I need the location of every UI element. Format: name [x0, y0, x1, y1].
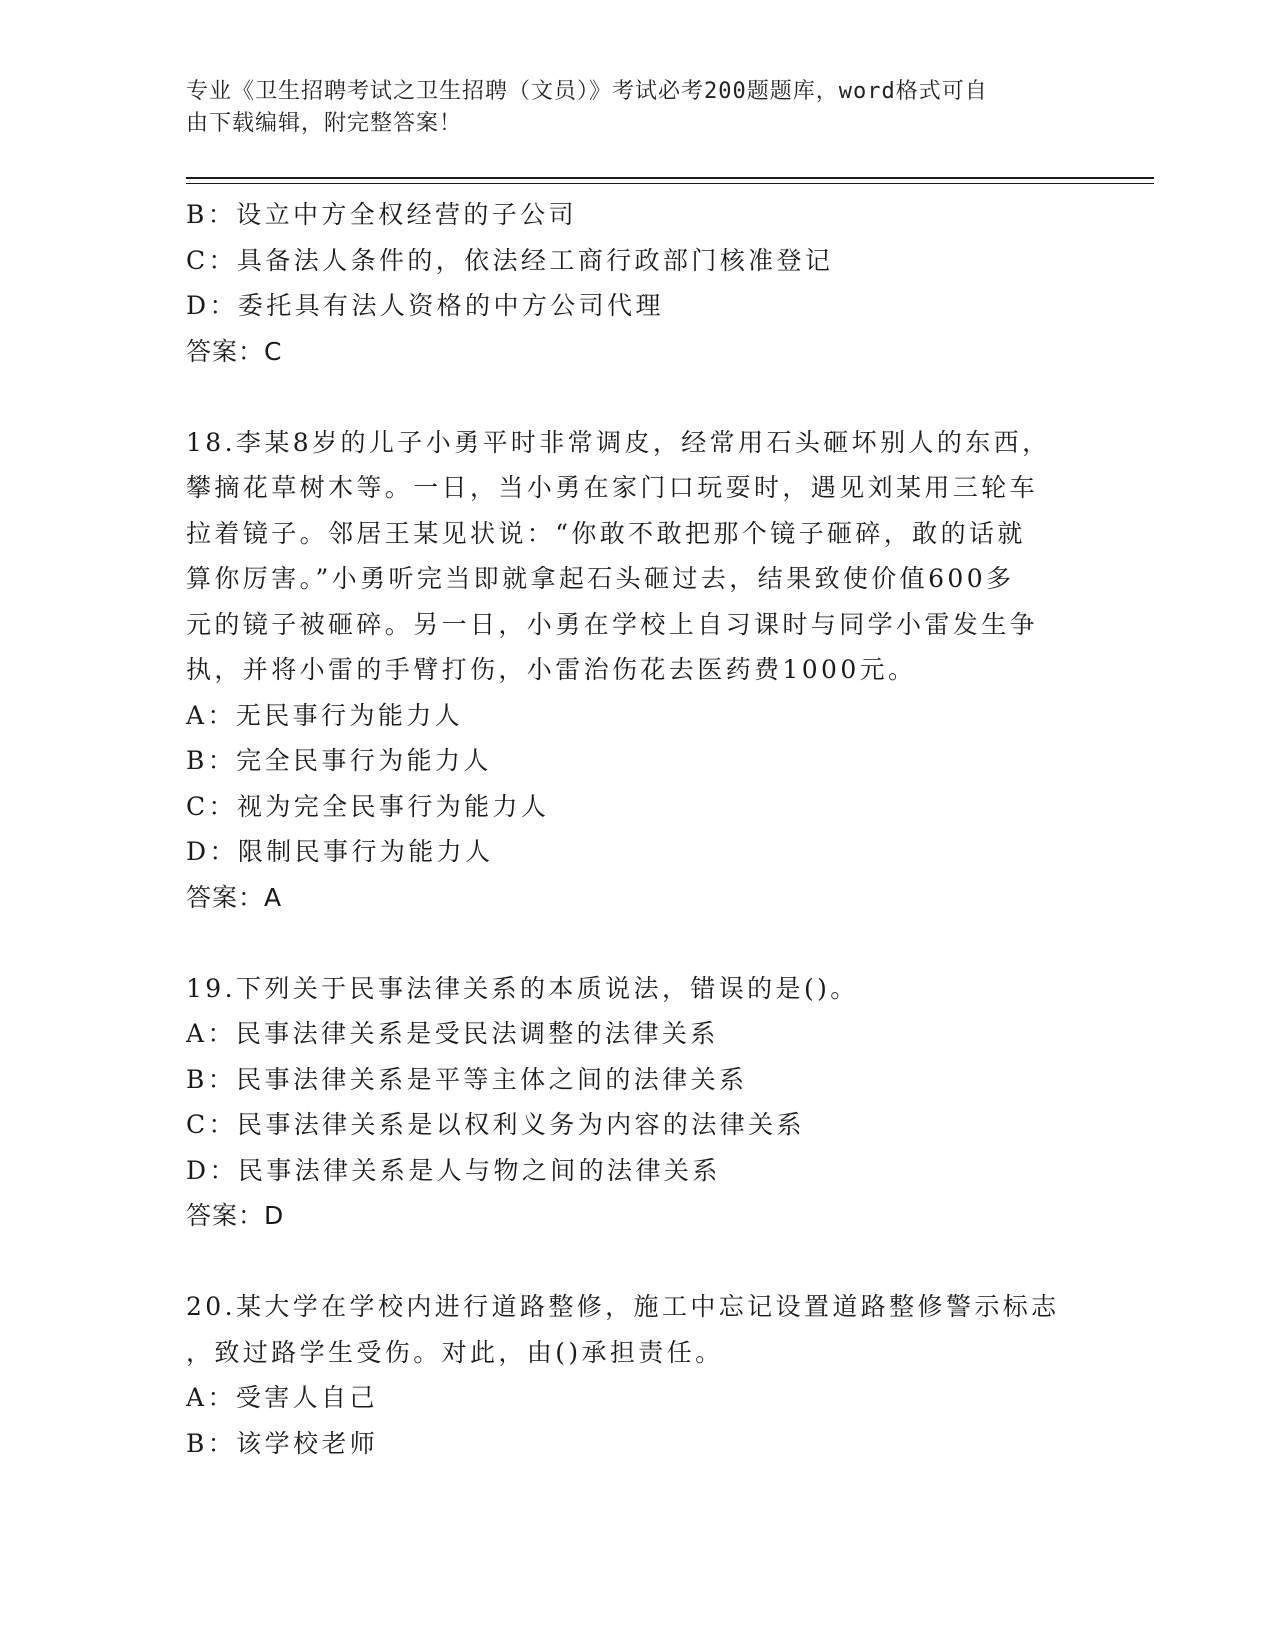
q18-stem-line: 拉着镜子。邻居王某见状说：“你敢不敢把那个镜子砸碎，敢的话就 [186, 518, 1026, 548]
spacer [186, 1239, 1086, 1285]
q18-stem-line: 18.李某8岁的儿子小勇平时非常调皮，经常用石头砸坏别人的东西， [186, 427, 1051, 457]
document-header [186, 76, 1066, 140]
q18-option-d: D：限制民事行为能力人 [186, 837, 494, 866]
question-20 [186, 1284, 1086, 1466]
spacer [186, 374, 1086, 420]
question-list [186, 192, 1086, 1466]
q18-stem-line: 算你厉害。”小勇听完当即就拿起石头砸过去，结果致使价值600多 [186, 564, 1015, 593]
q20-stem-line: 20.某大学在学校内进行道路整修，施工中忘记设置道路整修警示标志 [186, 1292, 1060, 1321]
q19-option-a: A：民事法律关系是受民法调整的法律关系 [186, 1019, 719, 1048]
q20-stem-line: ，致过路学生受伤。对此，由()承担责任。 [186, 1337, 724, 1367]
q17-option-b: B：设立中方全权经营的子公司 [186, 200, 577, 229]
q20-option-a: A：受害人自己 [186, 1383, 378, 1412]
q18-option-c: C：视为完全民事行为能力人 [186, 791, 550, 821]
q18-answer: 答案：A [186, 882, 283, 912]
header-rule-thick [186, 177, 1154, 179]
q18-stem-line: 执，并将小雷的手臂打伤，小雷治伤花去医药费1000元。 [186, 655, 917, 684]
q18-stem-line: 攀摘花草树木等。一日，当小勇在家门口玩耍时，遇见刘某用三轮车 [186, 473, 1039, 502]
q19-stem: 19.下列关于民事法律关系的本质说法，错误的是()。 [186, 973, 859, 1003]
q17-answer: 答案：C [186, 336, 283, 366]
header-rule-thin [186, 183, 1154, 184]
q20-option-b: B：该学校老师 [186, 1428, 379, 1458]
q19-answer: 答案：D [186, 1201, 285, 1230]
header-line-2: 由下载编辑，附完整答案！ [186, 111, 463, 136]
spacer [186, 920, 1086, 966]
q18-stem-line: 元的镜子被砸碎。另一日，小勇在学校上自习课时与同学小雷发生争 [186, 609, 1039, 639]
q19-option-d: D：民事法律关系是人与物之间的法律关系 [186, 1155, 721, 1185]
question-18 [186, 420, 1086, 921]
q18-option-b: B：完全民事行为能力人 [186, 746, 492, 775]
q19-option-b: B：民事法律关系是平等主体之间的法律关系 [186, 1064, 748, 1094]
q17-option-c: C：具备法人条件的，依法经工商行政部门核准登记 [186, 245, 834, 275]
q18-option-a: A：无民事行为能力人 [186, 700, 464, 730]
question-19 [186, 966, 1086, 1239]
header-line-1: 专业《卫生招聘考试之卫生招聘（文员）》考试必考200题题库，word格式可自 [186, 79, 988, 104]
question-17 [186, 192, 1086, 374]
q17-option-d: D：委托具有法人资格的中方公司代理 [186, 291, 664, 320]
q19-option-c: C：民事法律关系是以权利义务为内容的法律关系 [186, 1110, 805, 1139]
